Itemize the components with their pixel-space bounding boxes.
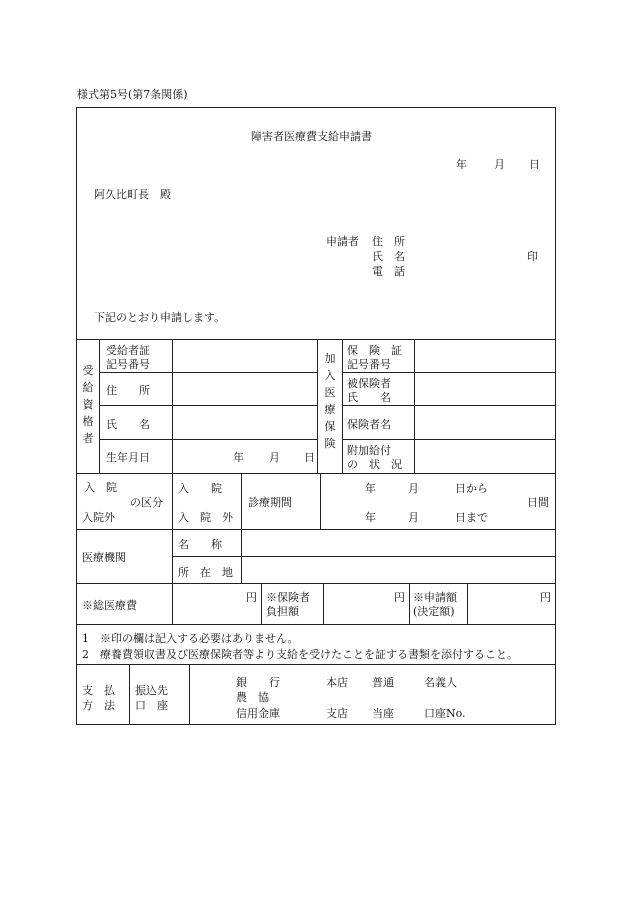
note-1: 1 ※印の欄は記入する必要はありません。 xyxy=(82,632,299,645)
insurance-vertical-label: 加入医療保険 xyxy=(324,352,336,450)
eligible-cert-line2: 記号番号 xyxy=(106,358,150,371)
request-amount-line2: (決定額) xyxy=(413,605,455,618)
note-2: 2 療養費領収書及び医療保険者等より支給を受けたことを証する書類を添付すること。 xyxy=(82,648,518,661)
birth-month: 月 xyxy=(269,451,280,464)
outpatient-label: 入院外 xyxy=(82,511,115,524)
main-branch-label: 本店 xyxy=(326,676,348,689)
request-text: 下記のとおり申請します。 xyxy=(94,311,226,324)
branch-label: 支店 xyxy=(326,707,348,720)
request-amount-line1: ※申請額 xyxy=(413,591,457,604)
to-day: 日まで xyxy=(455,511,488,524)
insurer-name-label: 保険者名 xyxy=(347,418,391,431)
applicant-address-label: 住 所 xyxy=(372,235,405,248)
category-label: の区分 xyxy=(130,496,163,509)
insured-line1: 被保険者 xyxy=(347,377,391,390)
eligible-vertical-label: 受給資格者 xyxy=(82,364,94,445)
total-yen: 円 xyxy=(246,591,257,604)
institution-location-label: 所 在 地 xyxy=(178,566,233,579)
institution-label: 医療機関 xyxy=(82,551,126,564)
from-month: 月 xyxy=(408,482,419,495)
applicant-phone-label: 電 話 xyxy=(372,265,405,278)
payment-method-line1: 支 払 xyxy=(82,684,115,697)
payment-method-line2: 方 法 xyxy=(82,699,115,712)
outpatient-option: 入 院 外 xyxy=(178,511,233,524)
insured-line2: 氏 名 xyxy=(347,391,391,404)
transfer-dest-line1: 振込先 xyxy=(135,684,168,697)
eligible-cert-line1: 受給者証 xyxy=(106,344,150,357)
nokyo-label: 農 協 xyxy=(236,691,269,704)
days-label: 日間 xyxy=(527,496,549,509)
form-number: 様式第5号(第7条関係) xyxy=(77,88,188,101)
to-month: 月 xyxy=(408,511,419,524)
total-cost-label: ※総医療費 xyxy=(82,599,137,612)
account-no-label: 口座No. xyxy=(424,707,466,720)
date-year: 年 xyxy=(456,158,467,171)
benefit-line1: 附加給付 xyxy=(347,444,391,457)
inpatient-option: 入 院 xyxy=(178,482,222,495)
date-month: 月 xyxy=(494,158,505,171)
form-title: 障害者医療費支給申請書 xyxy=(251,130,372,143)
birth-year: 年 xyxy=(233,451,244,464)
holder-label: 名義人 xyxy=(424,676,457,689)
shinkin-label: 信用金庫 xyxy=(236,707,280,720)
from-year: 年 xyxy=(365,482,376,495)
from-day: 日から xyxy=(455,482,488,495)
eligible-address-label: 住 所 xyxy=(106,384,150,397)
insurer-burden-line2: 負担額 xyxy=(266,605,299,618)
to-year: 年 xyxy=(365,511,376,524)
institution-name-label: 名 称 xyxy=(178,538,222,551)
applicant-name-label: 氏 名 xyxy=(372,250,405,263)
applicant-label: 申請者 xyxy=(326,235,359,248)
bank-label: 銀 行 xyxy=(236,676,280,689)
addressee: 阿久比町長 殿 xyxy=(94,188,171,201)
toza-label: 当座 xyxy=(372,707,394,720)
date-day: 日 xyxy=(529,158,540,171)
insurance-cert-line1: 保 険 証 xyxy=(347,344,402,357)
seal-mark: 印 xyxy=(527,250,538,263)
insurer-burden-line1: ※保険者 xyxy=(266,591,310,604)
benefit-line2: の 状 況 xyxy=(347,458,402,471)
period-label: 診療期間 xyxy=(248,496,292,509)
inpatient-label: 入 院 xyxy=(84,481,117,494)
request-yen: 円 xyxy=(540,591,551,604)
burden-yen: 円 xyxy=(394,591,405,604)
futsu-label: 普通 xyxy=(372,676,394,689)
eligible-birth-label: 生年月日 xyxy=(106,451,150,464)
eligible-name-label: 氏 名 xyxy=(106,418,150,431)
transfer-dest-line2: 口 座 xyxy=(135,699,168,712)
birth-day: 日 xyxy=(304,451,315,464)
insurance-cert-line2: 記号番号 xyxy=(347,358,391,371)
